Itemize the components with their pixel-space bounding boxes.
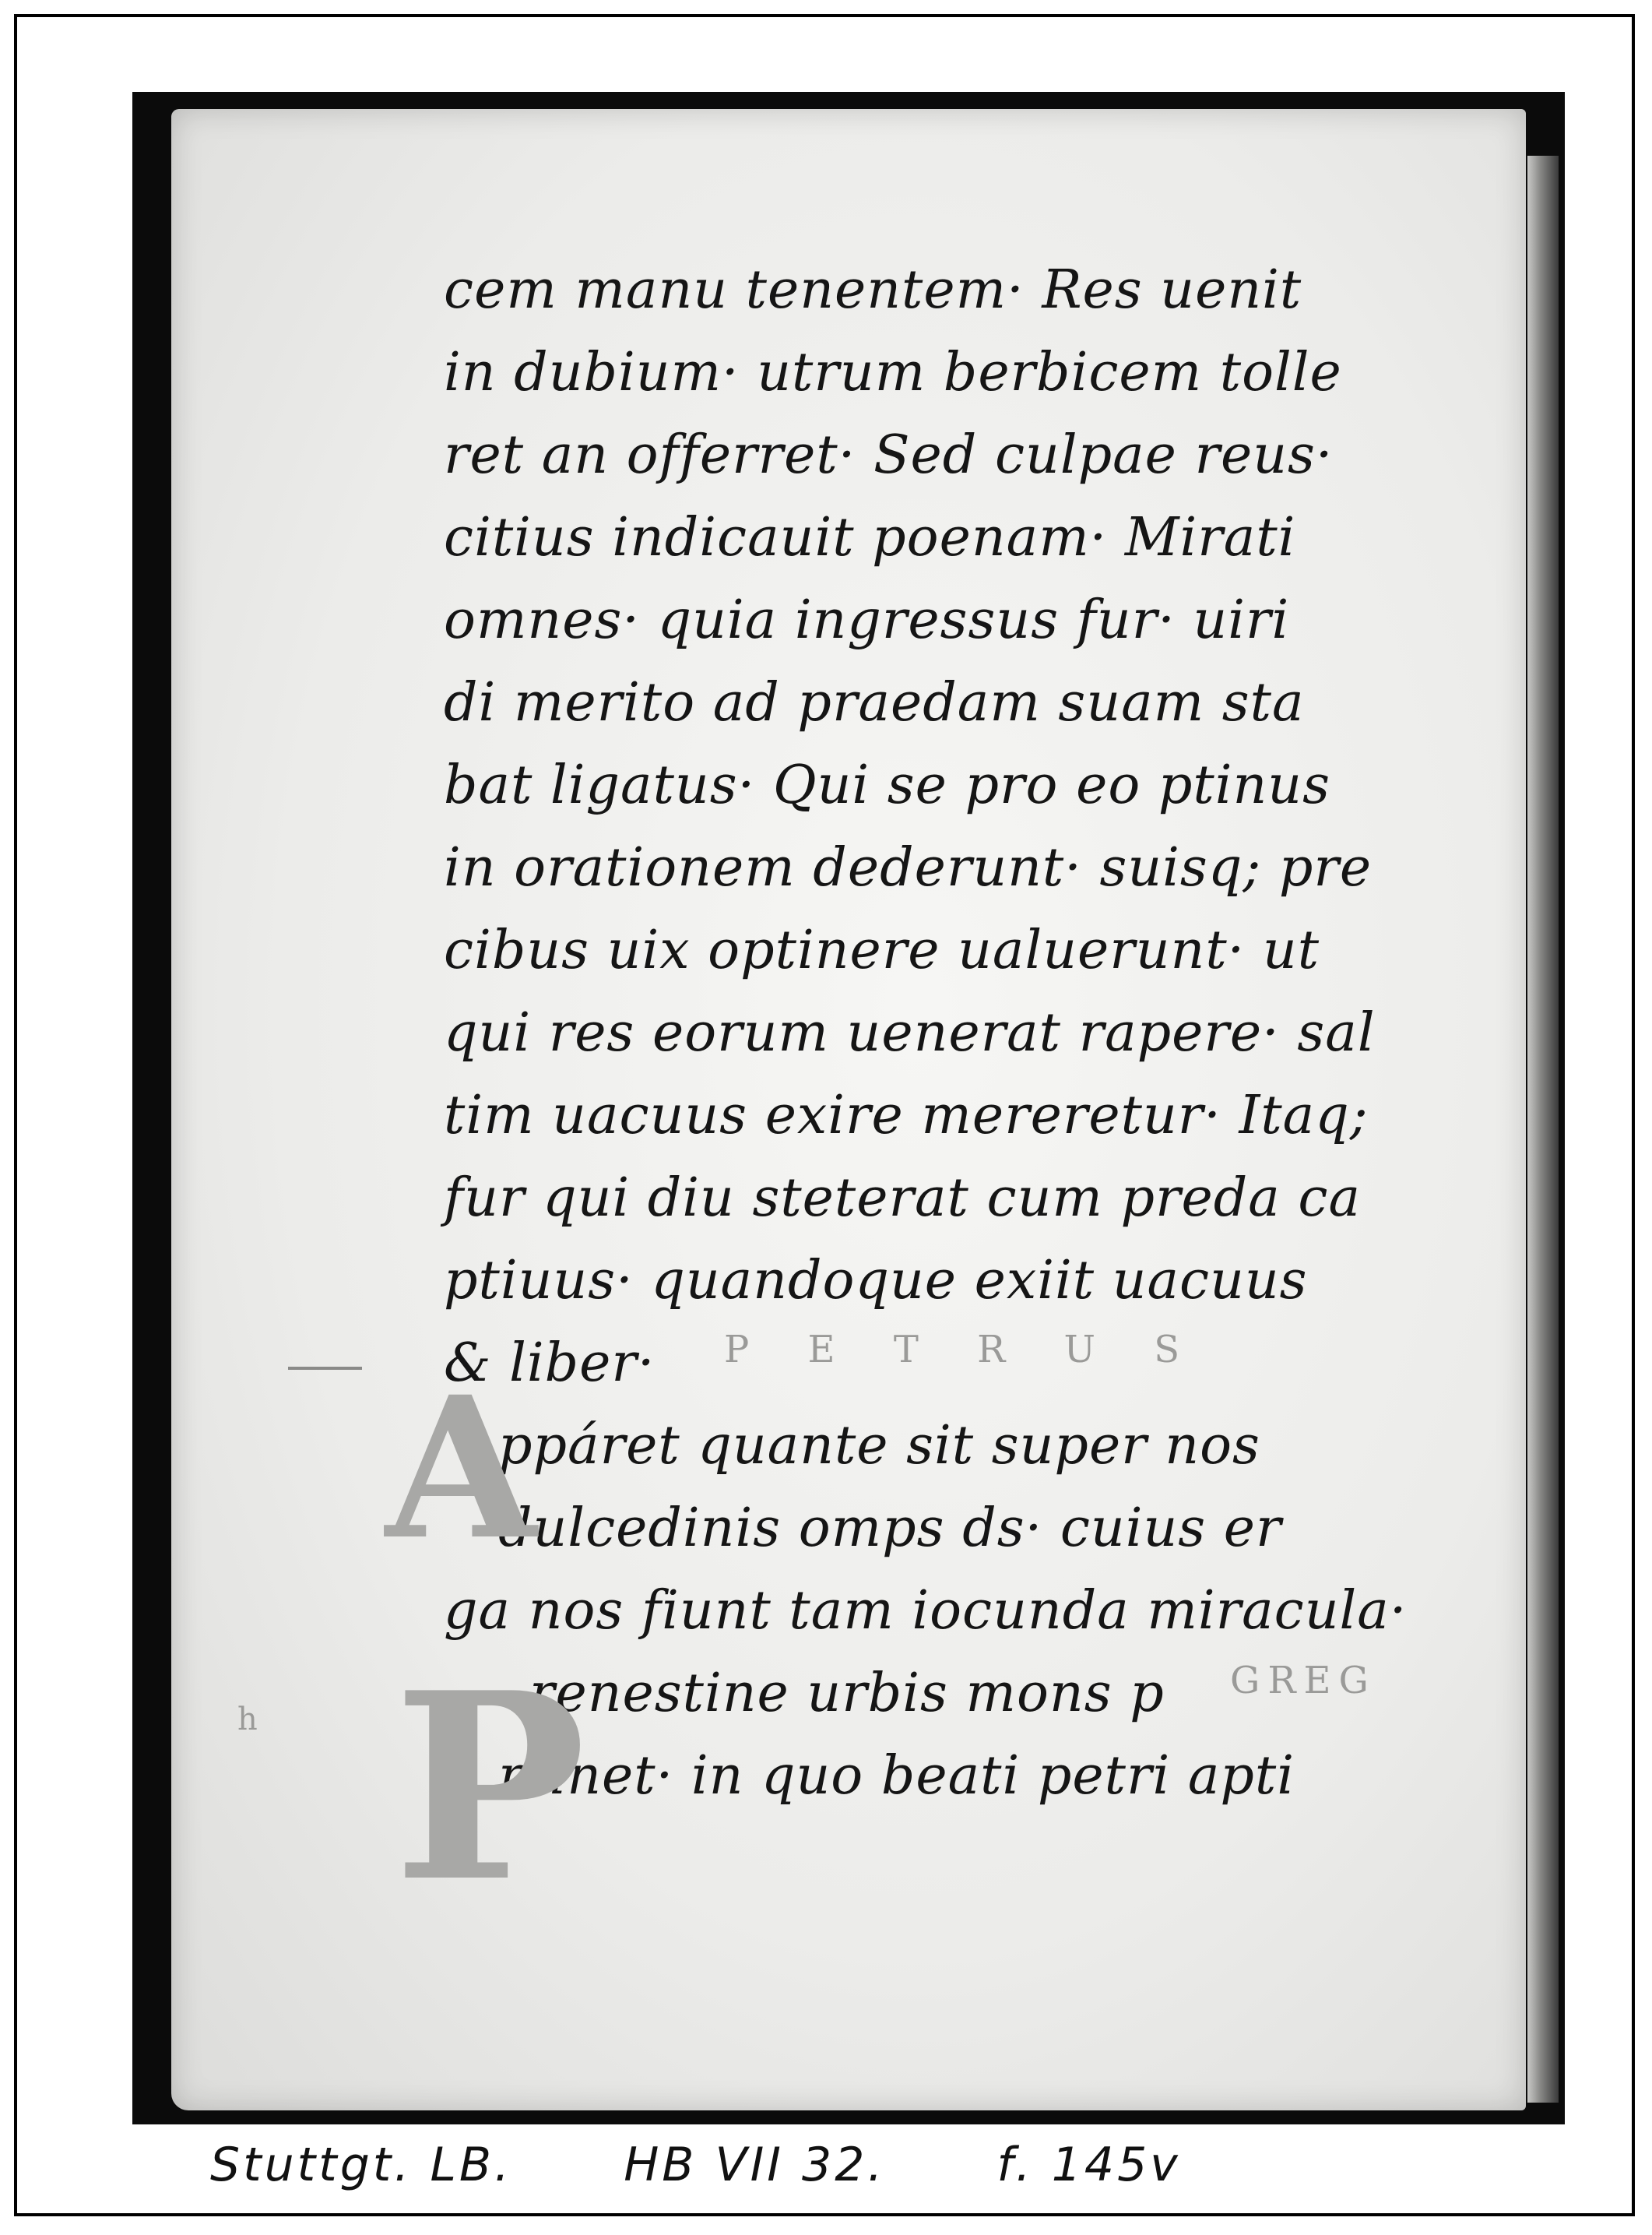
caption-library: Stuttgt. LB.: [210, 2138, 513, 2192]
text-line: cem manu tenentem· Res uenit: [444, 259, 1302, 321]
text-line: tim uacuus exire mereretur· Itaq;: [444, 1085, 1369, 1146]
margin-dash: [288, 1367, 362, 1370]
text-line: in dubium· utrum berbicem tolle: [444, 342, 1342, 403]
margin-mark: h: [237, 1702, 258, 1737]
caption-shelfmark: HB VII 32.: [624, 2138, 886, 2192]
text-line: cibus uix optinere ualuerunt· ut: [444, 920, 1320, 981]
text-line: in orationem dederunt· suisq; pre: [444, 837, 1373, 899]
page-edge: [1527, 156, 1559, 2103]
text-line: ptiuus· quandoque exiit uacuus: [444, 1250, 1308, 1311]
text-line: renestine urbis mons p: [529, 1663, 1165, 1724]
text-line: ret an offerret· Sed culpae reus·: [444, 424, 1334, 486]
rubric-heading: P E T R U S: [724, 1328, 1204, 1371]
text-line: ppáret quante sit super nos: [498, 1415, 1260, 1477]
text-line: qui res eorum uenerat rapere· sal: [444, 1002, 1376, 1064]
text-line: & liber·: [444, 1332, 656, 1394]
rubric-heading: GREG: [1230, 1659, 1376, 1702]
manuscript-text: [444, 249, 1479, 1818]
text-line: di merito ad praedam suam sta: [444, 672, 1305, 734]
initial-letter-a: A: [385, 1353, 536, 1582]
text-line: citius indicauit poenam· Mirati: [444, 507, 1296, 568]
text-line: minet· in quo beati petri apti: [498, 1745, 1295, 1807]
caption-folio: f. 145v: [996, 2138, 1181, 2192]
text-line: fur qui diu steterat cum preda ca: [444, 1167, 1362, 1229]
text-line: ga nos fiunt tam iocunda miracula·: [444, 1580, 1408, 1642]
text-line: bat ligatus· Qui se pro eo ptinus: [444, 755, 1330, 816]
photo-caption: [210, 2138, 1534, 2192]
text-line: omnes· quia ingressus fur· uiri: [444, 590, 1290, 651]
text-line: dulcedinis omps ds· cuius er: [498, 1498, 1282, 1559]
initial-letter-p: P: [393, 1636, 587, 1938]
